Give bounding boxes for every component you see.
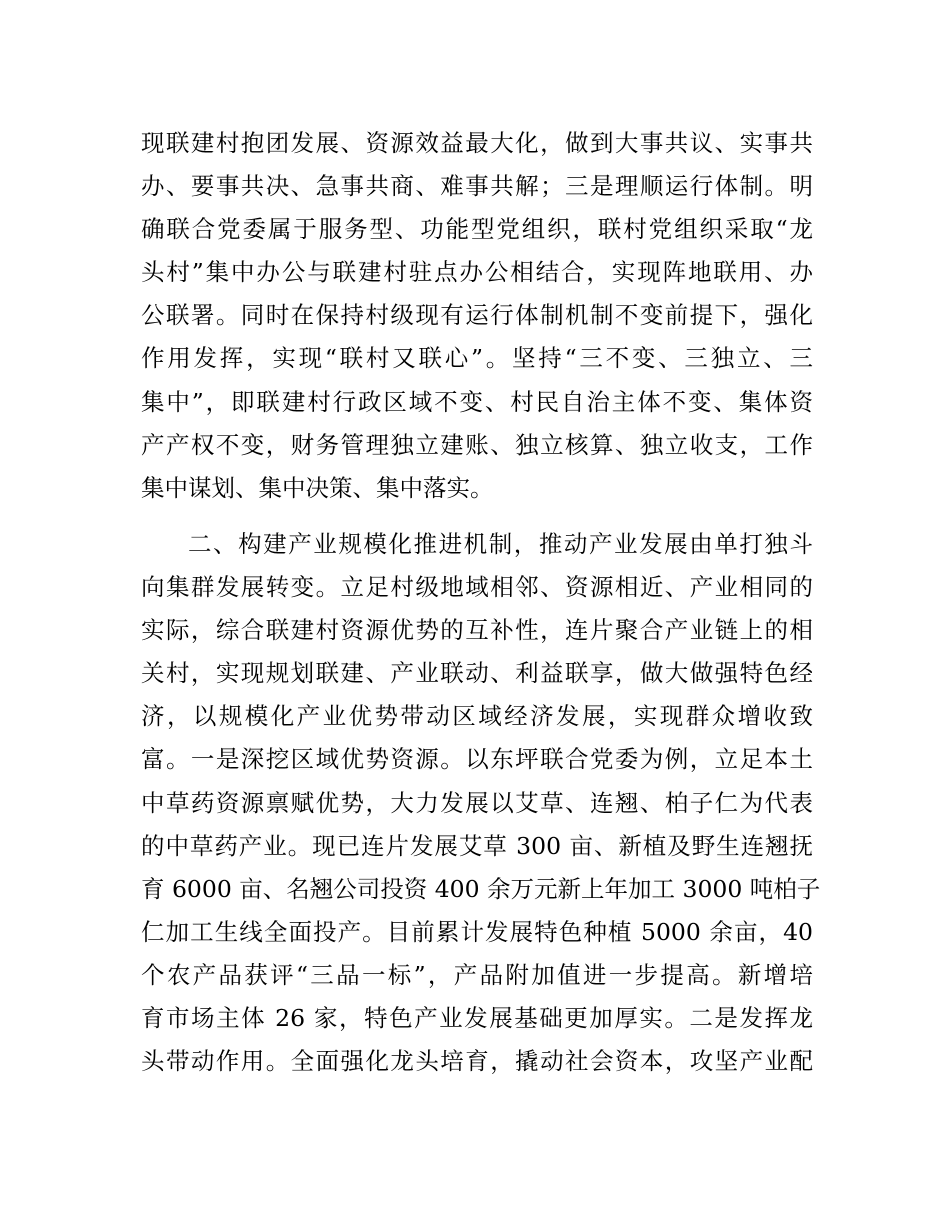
- text-line: 育 6000 亩、名翘公司投资 400 余万元新上年加工 3000 吨柏子: [141, 874, 821, 903]
- text-line: 确联合党委属于服务型、功能型党组织，联村党组织采取“龙: [141, 215, 813, 244]
- text-line: 关村，实现规划联建、产业联动、利益联享，做大做强特色经: [141, 659, 813, 688]
- paragraph-1: [141, 122, 813, 510]
- text-line: 头带动作用。全面强化龙头培育，撬动社会资本，攻坚产业配: [141, 1047, 813, 1076]
- text-line: 办、要事共决、急事共商、难事共解；三是理顺运行体制。明: [141, 172, 813, 201]
- text-line: 仁加工生线全面投产。目前累计发展特色种植 5000 余亩，40: [141, 917, 813, 946]
- text-line: 育市场主体 26 家，特色产业发展基础更加厚实。二是发挥龙: [141, 1004, 813, 1033]
- text-line: 集中”，即联建村行政区域不变、村民自治主体不变、集体资: [141, 387, 813, 416]
- text-line: 产产权不变，财务管理独立建账、独立核算、独立收支，工作: [141, 430, 813, 459]
- text-line: 二、构建产业规模化推进机制，推动产业发展由单打独斗: [188, 530, 813, 558]
- text-line: 头村”集中办公与联建村驻点办公相结合，实现阵地联用、办: [141, 258, 813, 287]
- text-line: 向集群发展转变。立足村级地域相邻、资源相近、产业相同的: [141, 573, 813, 602]
- text-line: 集中谋划、集中决策、集中落实。: [141, 473, 494, 502]
- text-line: 富。一是深挖区域优势资源。以东坪联合党委为例，立足本土: [141, 745, 813, 774]
- text-line: 作用发挥，实现“联村又联心”。坚持“三不变、三独立、三: [141, 344, 813, 373]
- text-line: 实际，综合联建村资源优势的互补性，连片聚合产业链上的相: [141, 616, 813, 645]
- text-line: 中草药资源禀赋优势，大力发展以艾草、连翘、柏子仁为代表: [141, 788, 813, 817]
- text-line: 的中草药产业。现已连片发展艾草 300 亩、新植及野生连翘抚: [141, 831, 813, 860]
- paragraph-2: [141, 523, 821, 1083]
- text-line: 公联署。同时在保持村级现有运行体制机制不变前提下，强化: [141, 301, 813, 330]
- text-line: 现联建村抱团发展、资源效益最大化，做到大事共议、实事共: [141, 129, 813, 157]
- text-line: 个农产品获评“三品一标”，产品附加值进一步提高。新增培: [141, 960, 813, 989]
- text-line: 济，以规模化产业优势带动区域经济发展，实现群众增收致: [141, 702, 813, 731]
